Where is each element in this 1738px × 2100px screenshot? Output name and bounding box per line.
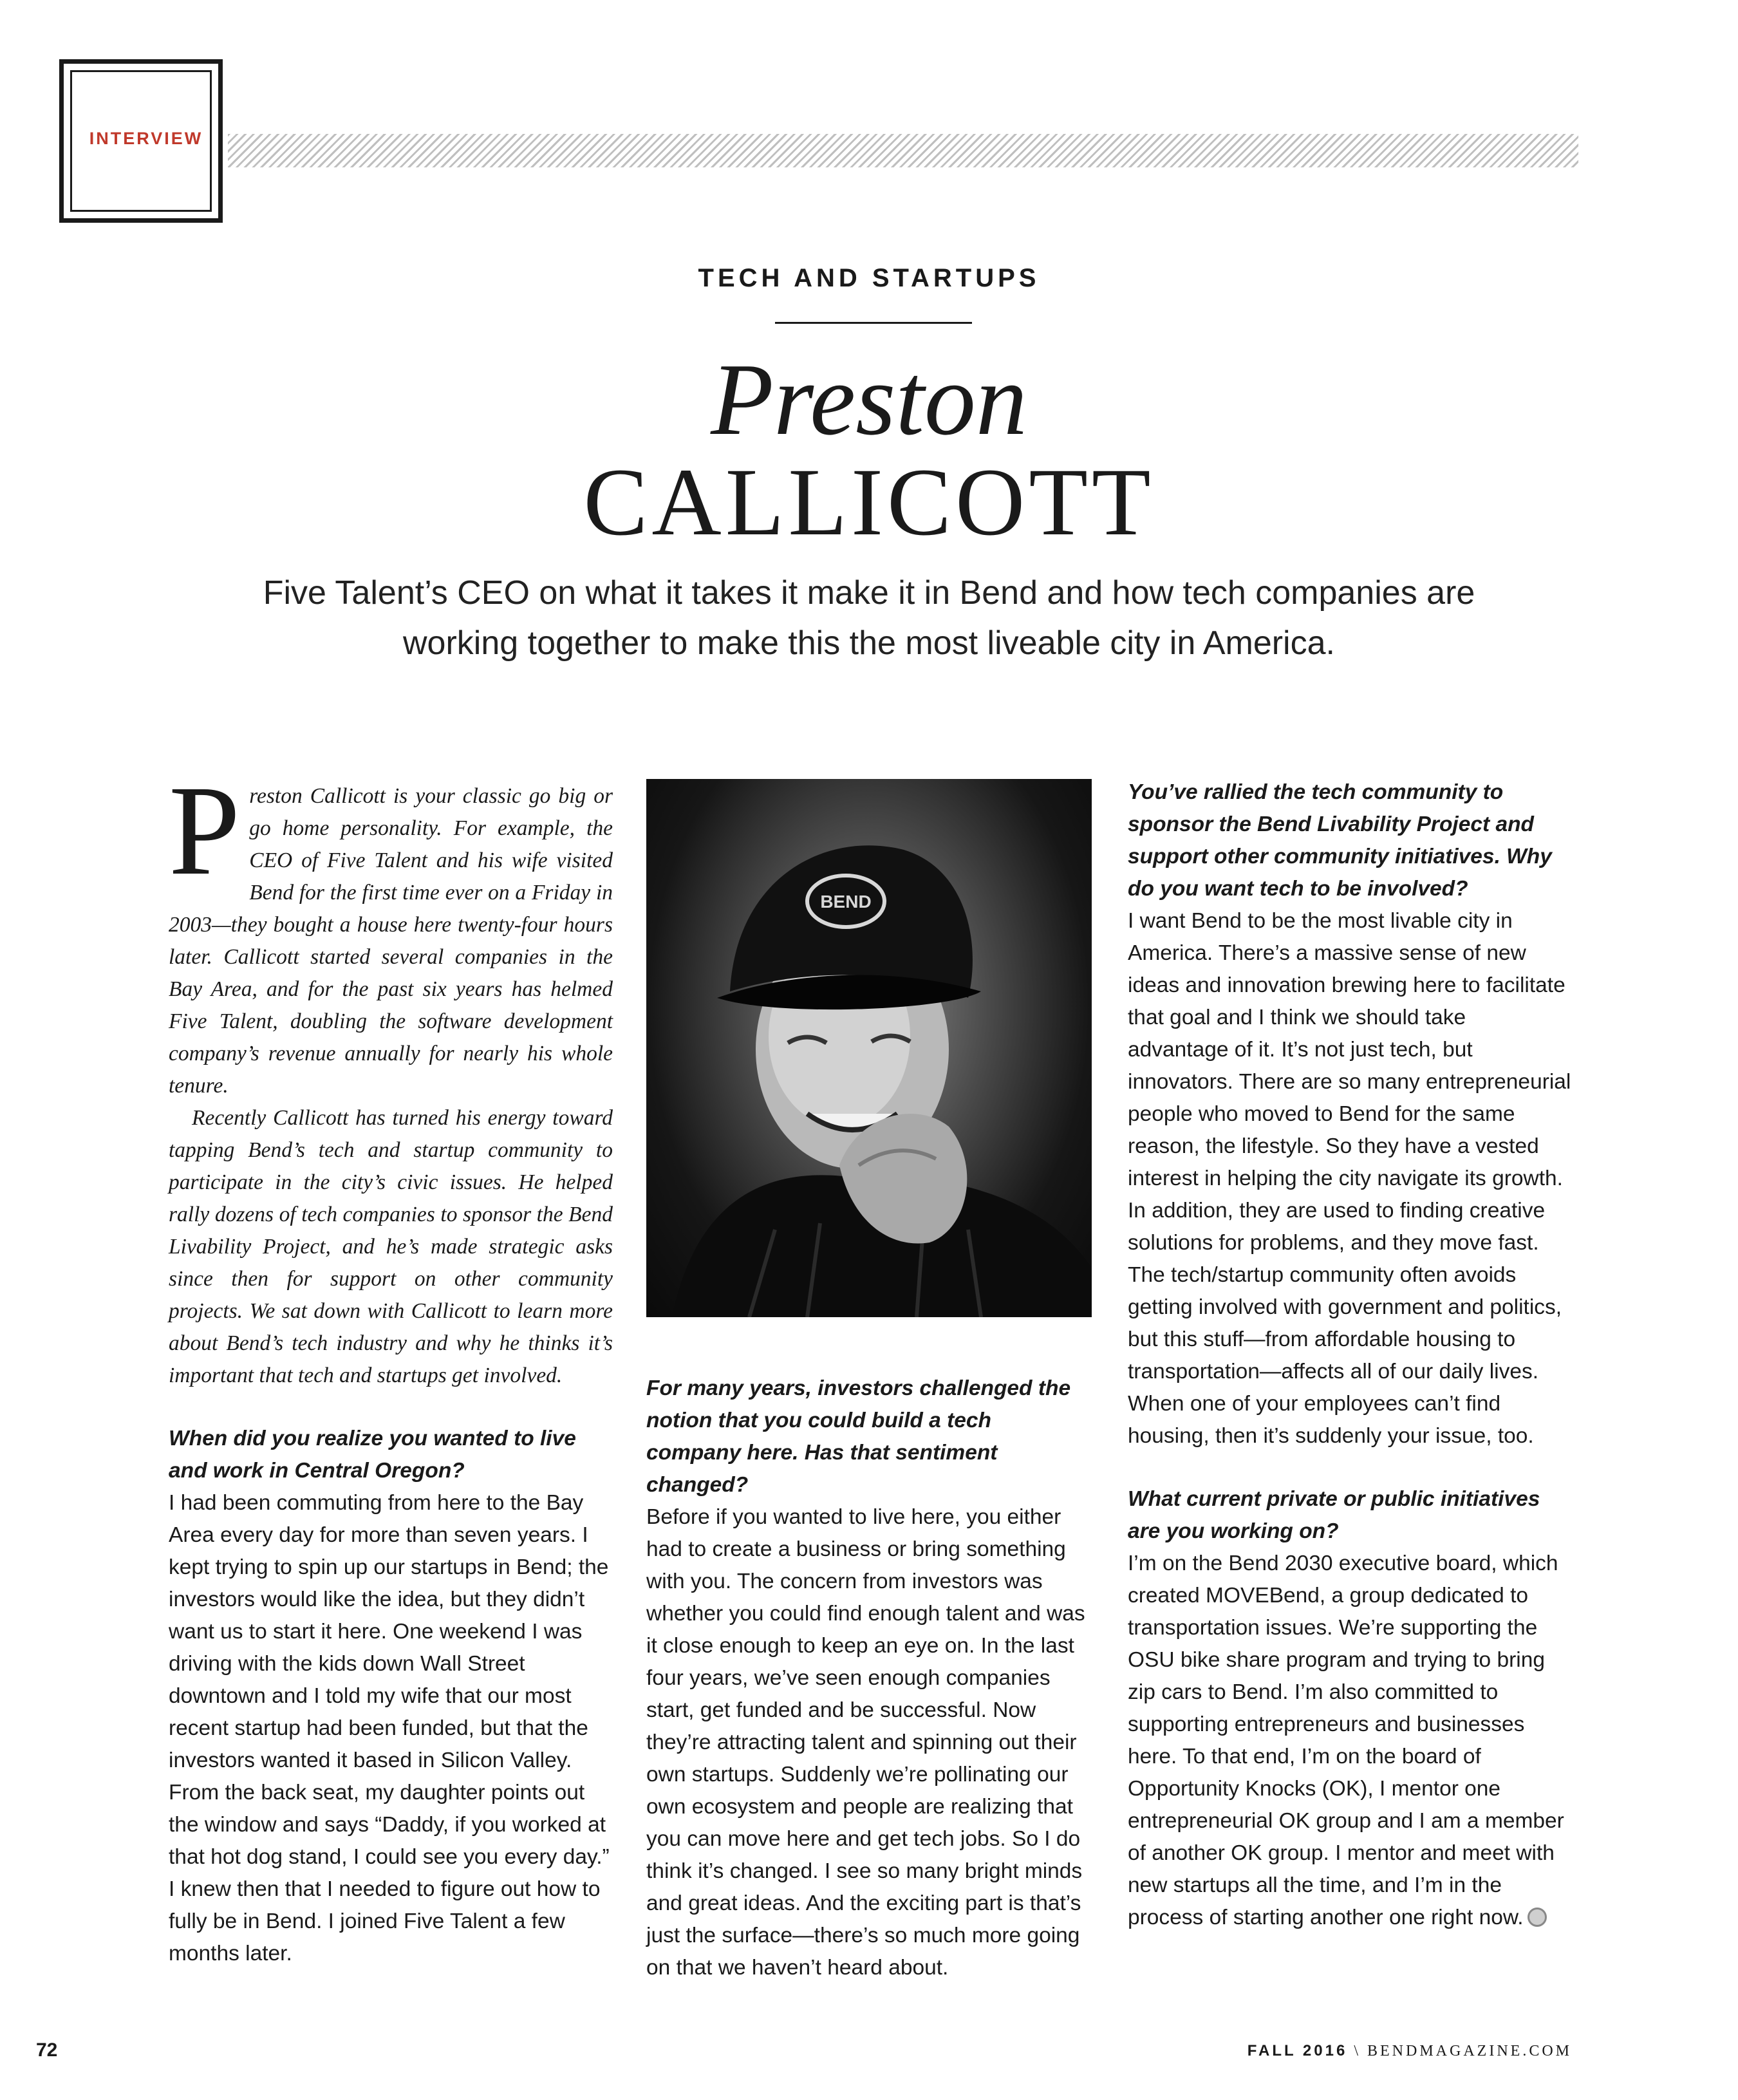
footer-site: BENDMAGAZINE.COM — [1367, 2043, 1572, 2059]
footer-separator: \ — [1347, 2043, 1367, 2059]
answer-3: I want Bend to be the most livable city in America. There’s a massive sense of new ideas and innovation brewing here to facilitate that goal and I think we should take advantage of it. It’s not just tech, but innovators. There are so many entrepreneurial people who moved to Bend for the same reason, the lifestyle. So they have a vested interest in helping the city navigate its growth. In addition, they are used to finding creative solutions for problems, and they move fast. The tech/startup community often avoids getting involved with government and politics, but this stuff—from affordable housing to transportation—affects all of our daily lives. When one of your employees can’t find housing, then it’s suddenly your issue, too. — [1128, 909, 1571, 1448]
intro-paragraph-1 — [169, 760, 613, 1102]
question-2: For many years, investors challenged the notion that you could build a tech company here. Has that sentiment changed? — [646, 1376, 1071, 1497]
column-1 — [169, 760, 613, 1970]
column-2 — [646, 1373, 1092, 1984]
answer-2: Before if you wanted to live here, you either had to create a business or bring something with you. The concern from investors was whether you could find enough talent and was it close enough to keep an eye on. In the last four years, we’ve seen enough companies start, get funded and be successful. Now they’re attracting talent and spinning out their own startups. Suddenly we’re pollinating our own ecosystem and people are realizing that you can move here and get tech jobs. So I do think it’s changed. I see so many bright minds and great ideas. And the exciting part is that’s just the surface—there’s so much more going on that we haven’t heard about. — [646, 1505, 1085, 1980]
column-3 — [1128, 776, 1572, 1934]
question-3: You’ve rallied the tech community to sponsor the Bend Livability Project and support other community initiatives. Why do you want tech to be involved? — [1128, 780, 1552, 901]
intro-text-1: reston Callicott is your classic go big or go home personality. For example, the CEO of Five Talent and his wife visited Bend for the first time ever on a Friday in 2003—they bought a house here twenty-four hours later. Callicott started several companies in the Bay Area, and for the past six years has helmed Five Talent, doubling the software development company’s revenue annually for nearly his whole tenure. — [169, 784, 613, 1098]
headline-last-name: CALLICOTT — [583, 449, 1155, 556]
portrait-illustration — [646, 779, 1092, 1317]
cap-logo-text: BEND — [820, 892, 872, 912]
footer-issue: FALL 2016 — [1247, 2042, 1348, 2059]
hatched-rule — [228, 134, 1578, 167]
section-label: INTERVIEW — [89, 129, 203, 148]
dek: Five Talent’s CEO on what it takes it make it in Bend and how tech companies are working together to make this the most liveable city in America. — [263, 574, 1475, 662]
kicker: TECH AND STARTUPS — [698, 264, 1040, 292]
portrait-photo — [646, 779, 1092, 1317]
kicker-rule — [775, 322, 972, 324]
question-4: What current private or public initiatives are you working on? — [1128, 1487, 1540, 1543]
answer-4 — [1128, 1548, 1572, 1934]
intro-paragraph-2: Recently Callicott has turned his energy toward tapping Bend’s tech and startup community to participate in the city’s civic issues. He helped rally dozens of tech companies to sponsor the Bend Livability Project, and he’s made strategic asks since then for support on other community projects. We sat down with Callicott to learn more about Bend’s tech industry and why he thinks it’s important that tech and startups get involved. — [169, 1106, 613, 1387]
headline-first-name: Preston — [711, 342, 1027, 456]
answer-1: I had been commuting from here to the Bay Area every day for more than seven years. I kept trying to spin up our startups in Bend; the investors would like the idea, but they didn’t want us to start it here. One weekend I was driving with the kids down Wall Street downtown and I told my wife that our most recent startup had been funded, but that the investors wanted it based in Silicon Valley. From the back seat, my daughter points out the window and says “Daddy, if you worked at that hot dog stand, I could see you every day.” I knew then that I needed to figure out how to fully be in Bend. I joined Five Talent a few months later. — [169, 1491, 610, 1965]
page-number: 72 — [36, 2039, 58, 2061]
end-mark-icon — [1528, 1908, 1547, 1927]
answer-4-text: I’m on the Bend 2030 executive board, which created MOVEBend, a group dedicated to transportation issues. We’re supporting the OSU bike share program and trying to bring zip cars to Bend. I’m also committed to supporting entrepreneurs and businesses here. To that end, I’m on the board of Opportunity Knocks (OK), I mentor one entrepreneurial OK group and I am a member of another OK group. I mentor and meet with new startups all the time, and I’m in the process of starting another one right now. — [1128, 1552, 1564, 1929]
question-1: When did you realize you wanted to live and work in Central Oregon? — [169, 1427, 576, 1483]
footer-credit — [1247, 2042, 1572, 2060]
drop-cap: P — [169, 760, 241, 902]
